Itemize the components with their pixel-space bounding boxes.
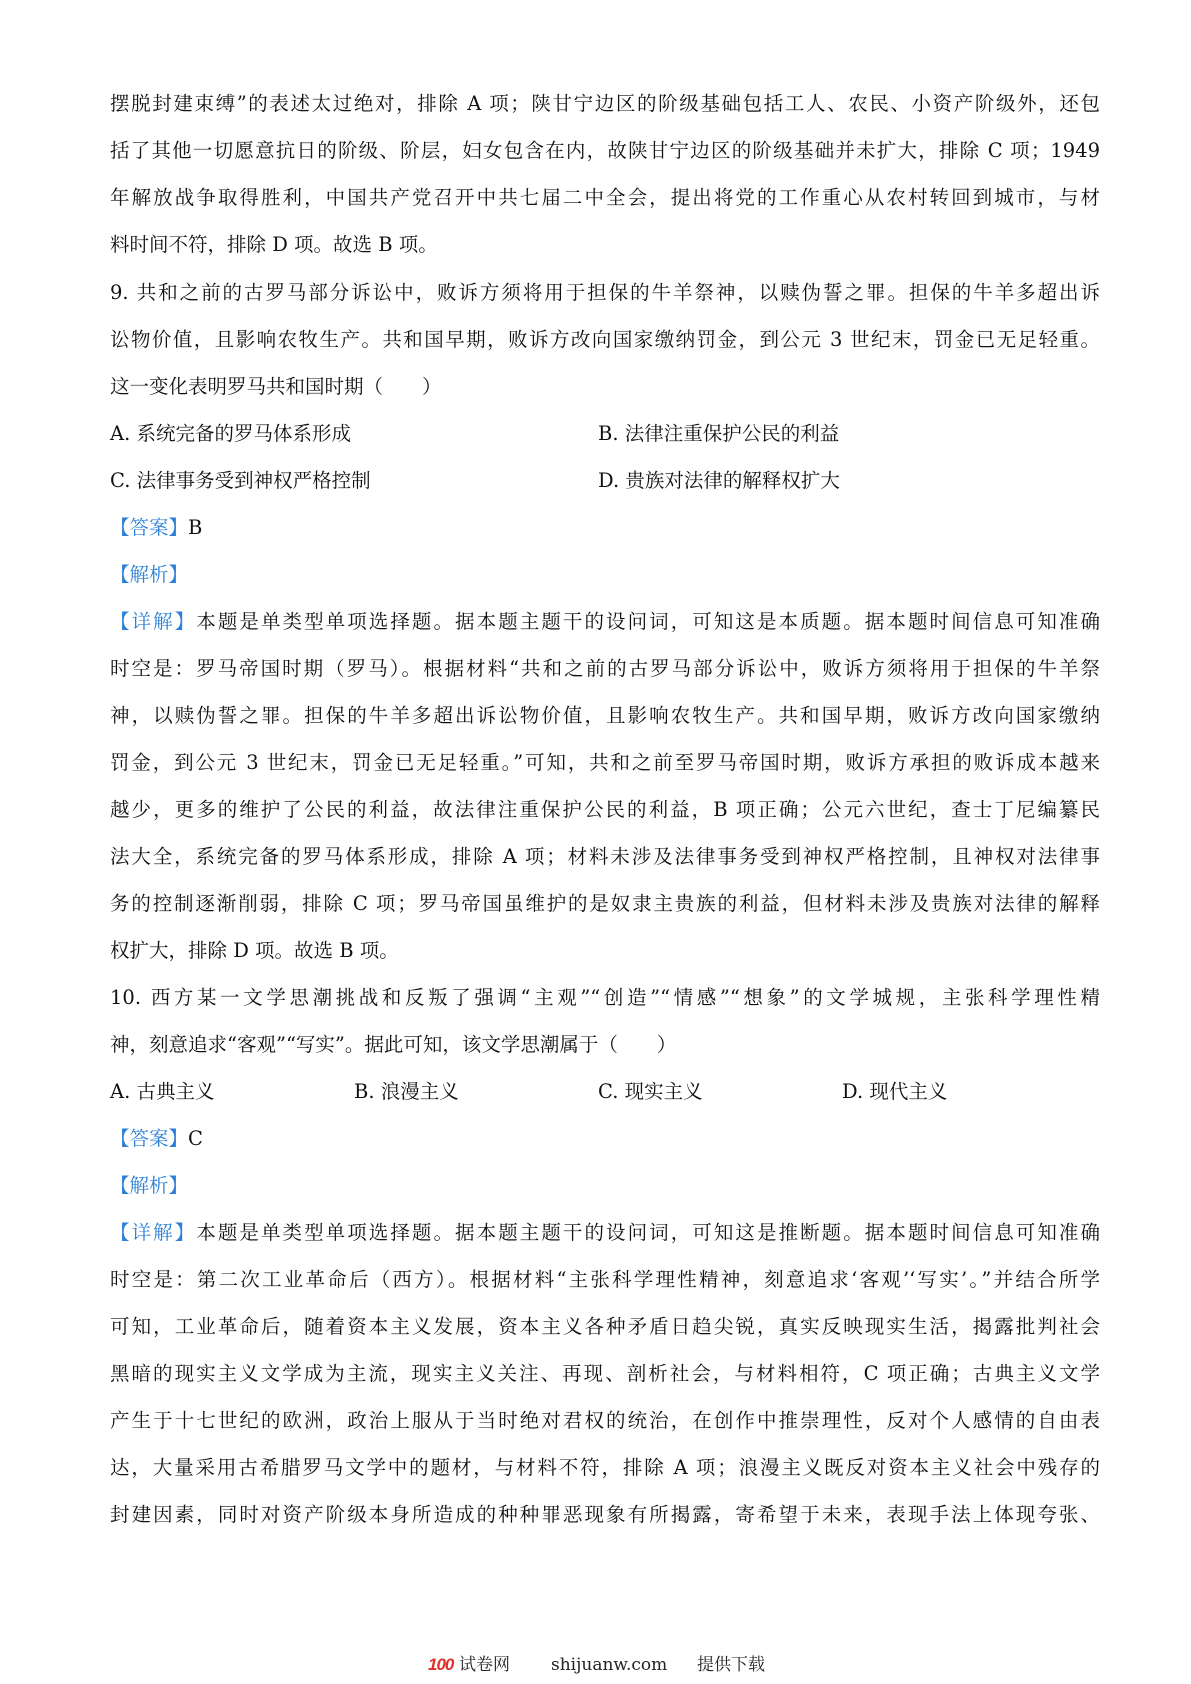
question-9-stem: 讼物价值，且影响农牧生产。共和国早期，败诉方改向国家缴纳罚金，到公元 3 世纪末，罚金已无足轻重。 — [110, 328, 1100, 351]
analysis-label: 【解析】 — [110, 1174, 189, 1197]
site-name: 试卷网 — [459, 1655, 510, 1675]
detail-text: 本题是单类型单项选择题。据本题主题干的设问词，可知这是本质题。据本题时间信息可知准确 — [196, 610, 1100, 633]
text-line: 达，大量采用古希腊罗马文学中的题材，与材料不符，排除 A 项；浪漫主义既反对资本主义社会中残存的 — [110, 1456, 1100, 1479]
site-logo: 100 — [428, 1655, 454, 1674]
option-d: D. 现代主义 — [842, 1080, 948, 1103]
option-c: C. 现实主义 — [598, 1080, 703, 1103]
detail-text: 本题是单类型单项选择题。据本题主题干的设问词，可知这是推断题。据本题时间信息可知准确 — [196, 1221, 1100, 1244]
text-line: 罚金，到公元 3 世纪末，罚金已无足轻重。”可知，共和之前至罗马帝国时期，败诉方承担的败诉成本越来 — [110, 751, 1100, 774]
question-9-options-row — [110, 463, 1100, 499]
option-a: A. 古典主义 — [110, 1080, 215, 1103]
detail-label: 【详解】 — [110, 610, 197, 633]
text-line: 产生于十七世纪的欧洲，政治上服从于当时绝对君权的统治，在创作中推崇理性，反对个人感情的自由表 — [110, 1409, 1100, 1432]
text-line: 时空是：罗马帝国时期（罗马）。根据材料“共和之前的古罗马部分诉讼中，败诉方须将用于担保的牛羊祭 — [110, 657, 1100, 680]
text-line: 时空是：第二次工业革命后（西方）。根据材料“主张科学理性精神，刻意追求‘客观’‘写实’。”并结合所学 — [110, 1268, 1100, 1291]
question-9-detail — [110, 604, 1100, 640]
question-10-options-row — [110, 1074, 1100, 1110]
analysis-label: 【解析】 — [110, 563, 189, 586]
answer-label: 【答案】 — [110, 1127, 189, 1150]
question-10-stem: 神，刻意追求“客观”“写实”。据此可知，该文学思潮属于（ ） — [110, 1033, 677, 1056]
text-line: 权扩大，排除 D 项。故选 B 项。 — [110, 939, 399, 962]
option-b: B. 浪漫主义 — [354, 1080, 459, 1103]
text-line: 括了其他一切愿意抗日的阶级、阶层，妇女包含在内，故陕甘宁边区的阶级基础并未扩大，排除 C 项；1949 — [110, 139, 1100, 162]
site-url[interactable]: shijuanw.com — [551, 1655, 668, 1675]
question-9-stem: 9. 共和之前的古罗马部分诉讼中，败诉方须将用于担保的牛羊祭神，以赎伪誓之罪。担保的牛羊多超出诉 — [110, 281, 1100, 304]
question-10-stem: 10. 西方某一文学思潮挑战和反叛了强调“主观”“创造”“情感”“想象”的文学城规，主张科学理性精 — [110, 986, 1100, 1009]
option-d: D. 贵族对法律的解释权扩大 — [598, 469, 840, 492]
text-line: 神，以赎伪誓之罪。担保的牛羊多超出诉讼物价值，且影响农牧生产。共和国早期，败诉方改向国家缴纳 — [110, 704, 1100, 727]
detail-label: 【详解】 — [110, 1221, 197, 1244]
footer-tagline: 提供下载 — [697, 1655, 765, 1675]
text-line: 黑暗的现实主义文学成为主流，现实主义关注、再现、剖析社会，与材料相符，C 项正确；古典主义文学 — [110, 1362, 1100, 1385]
text-line: 务的控制逐渐削弱，排除 C 项；罗马帝国虽维护的是奴隶主贵族的利益，但材料未涉及贵族对法律的解释 — [110, 892, 1100, 915]
question-9-stem: 这一变化表明罗马共和国时期（ ） — [110, 375, 442, 398]
page-footer — [0, 1650, 1191, 1680]
text-line: 年解放战争取得胜利，中国共产党召开中共七届二中全会，提出将党的工作重心从农村转回到城市，与材 — [110, 186, 1100, 209]
question-9-options-row — [110, 416, 1100, 452]
question-10-detail — [110, 1215, 1100, 1251]
answer-value: B — [188, 516, 203, 539]
text-line: 料时间不符，排除 D 项。故选 B 项。 — [110, 233, 438, 256]
question-9-answer — [110, 510, 1100, 546]
text-line: 法大全，系统完备的罗马体系形成，排除 A 项；材料未涉及法律事务受到神权严格控制，且神权对法律事 — [110, 845, 1100, 868]
text-line: 摆脱封建束缚”的表述太过绝对，排除 A 项；陕甘宁边区的阶级基础包括工人、农民、小资产阶级外，还包 — [110, 92, 1100, 115]
option-a: A. 系统完备的罗马体系形成 — [110, 422, 351, 445]
text-line: 可知，工业革命后，随着资本主义发展，资本主义各种矛盾日趋尖锐，真实反映现实生活，揭露批判社会 — [110, 1315, 1100, 1338]
answer-value: C — [188, 1127, 203, 1150]
text-line: 越少，更多的维护了公民的利益，故法律注重保护公民的利益，B 项正确；公元六世纪，查士丁尼编纂民 — [110, 798, 1100, 821]
option-b: B. 法律注重保护公民的利益 — [598, 422, 840, 445]
answer-label: 【答案】 — [110, 516, 189, 539]
option-c: C. 法律事务受到神权严格控制 — [110, 469, 371, 492]
text-line: 封建因素，同时对资产阶级本身所造成的种种罪恶现象有所揭露，寄希望于未来，表现手法上体现夸张、 — [110, 1503, 1100, 1526]
question-10-answer — [110, 1121, 1100, 1157]
